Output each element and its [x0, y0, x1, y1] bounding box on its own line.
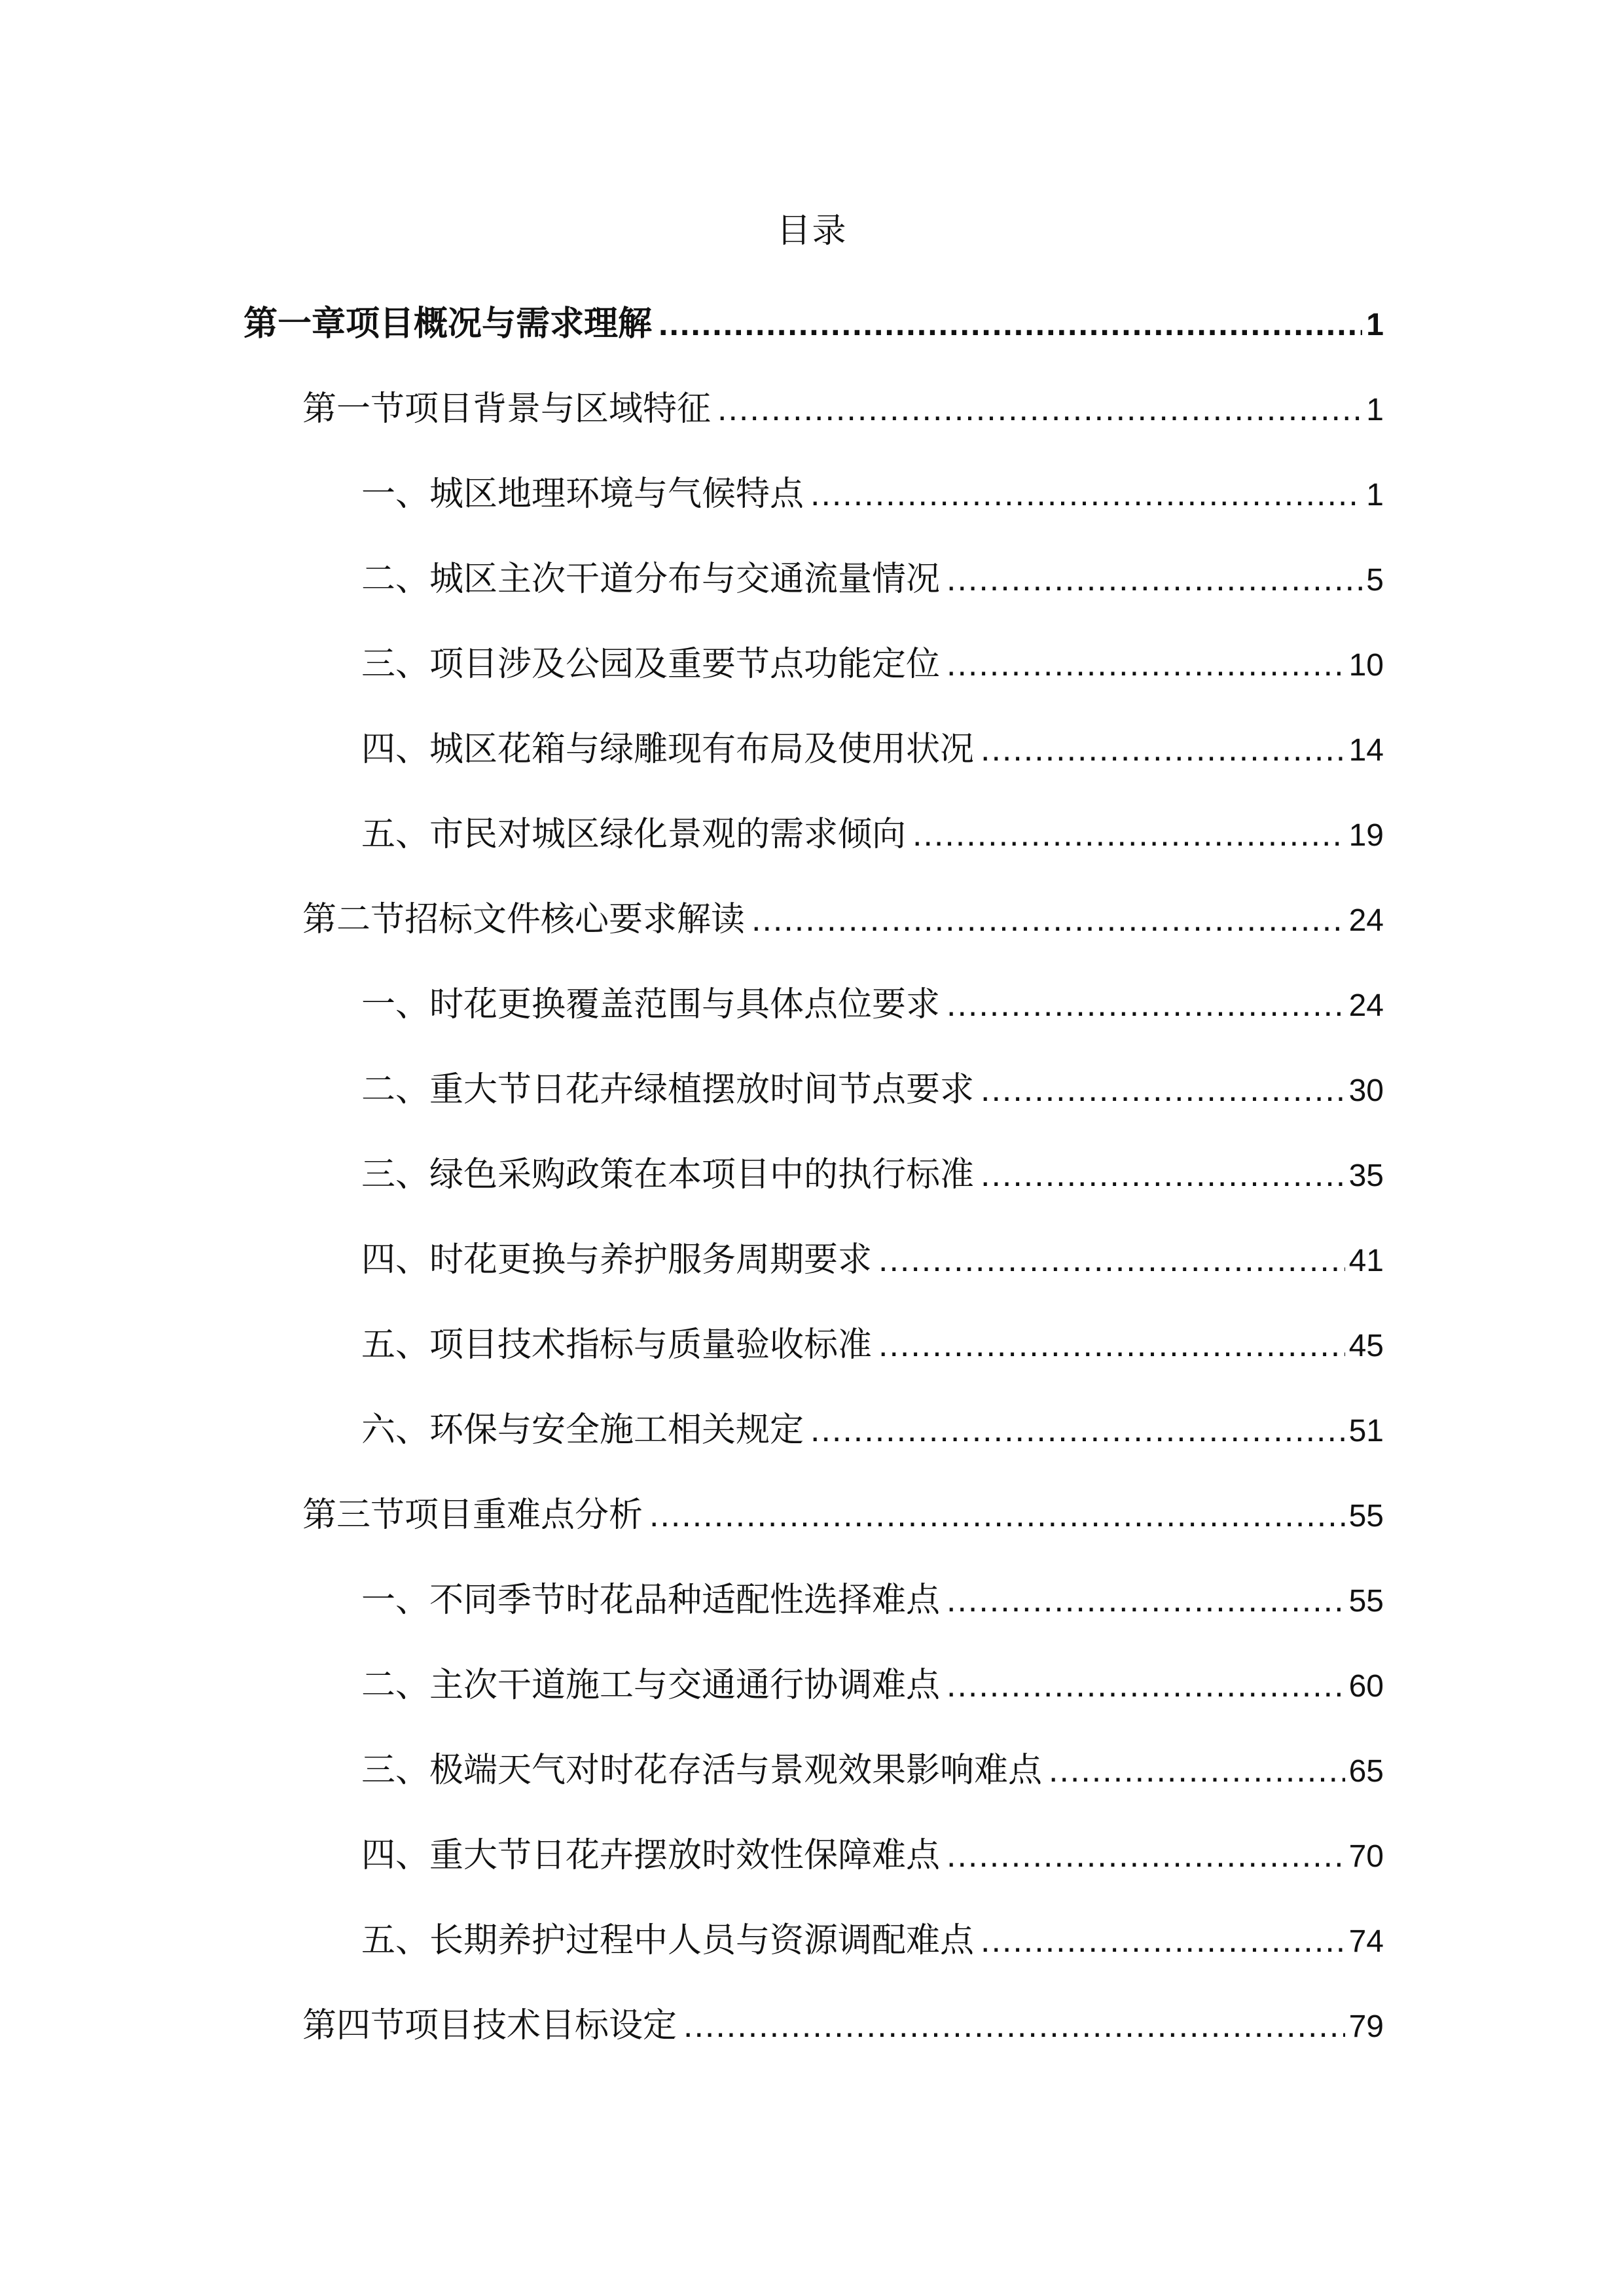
toc-entry-page: 51 [1348, 1414, 1384, 1448]
dot-leader [717, 383, 1362, 435]
toc-entry-item[interactable] [361, 1319, 1384, 1371]
dot-leader [981, 1149, 1345, 1201]
toc-entry-section-3[interactable] [302, 1489, 1384, 1541]
toc-entry-page: 24 [1348, 903, 1384, 938]
dot-leader [947, 978, 1345, 1031]
toc-entry-item[interactable] [361, 1914, 1384, 1967]
toc-entry-label: 三、极端天气对时花存活与景观效果影响难点 [361, 1751, 1043, 1790]
toc-entry-item[interactable] [361, 1064, 1384, 1116]
dot-leader [810, 1404, 1345, 1456]
toc-entry-label: 三、项目涉及公园及重要节点功能定位 [361, 645, 941, 684]
toc-entry-label: 四、重大节日花卉摆放时效性保障难点 [361, 1836, 941, 1875]
toc-entry-page: 1 [1366, 308, 1384, 342]
toc-title: 目录 [776, 211, 848, 251]
toc-entry-page: 45 [1348, 1329, 1384, 1363]
toc-entry-item[interactable] [361, 1829, 1384, 1882]
toc-entry-label: 六、环保与安全施工相关规定 [361, 1410, 804, 1450]
toc-entry-item[interactable] [361, 1744, 1384, 1797]
toc-entry-page: 24 [1348, 988, 1384, 1023]
dot-leader [751, 893, 1345, 946]
dot-leader [981, 1064, 1345, 1116]
dot-leader [947, 1574, 1345, 1626]
toc-entry-label: 第一章项目概况与需求理解 [244, 304, 653, 344]
toc-entry-page: 35 [1348, 1158, 1384, 1193]
toc-entry-section-1[interactable] [302, 383, 1384, 435]
toc-entry-item[interactable] [361, 1574, 1384, 1626]
toc-entry-page: 60 [1348, 1669, 1384, 1704]
toc-entry-label: 第一节项目背景与区域特征 [302, 389, 712, 429]
toc-entry-label: 一、时花更换覆盖范围与具体点位要求 [361, 985, 941, 1024]
toc-entry-label: 第三节项目重难点分析 [302, 1496, 643, 1535]
dot-leader [810, 468, 1362, 520]
toc-entry-page: 1 [1366, 393, 1384, 427]
dot-leader [947, 1829, 1345, 1882]
toc-entry-label: 五、项目技术指标与质量验收标准 [361, 1325, 873, 1365]
toc-entry-item[interactable] [361, 1149, 1384, 1201]
toc-entry-item[interactable] [361, 978, 1384, 1031]
toc-entry-page: 10 [1348, 648, 1384, 683]
dot-leader [878, 1319, 1345, 1371]
toc-entry-label: 五、长期养护过程中人员与资源调配难点 [361, 1921, 975, 1960]
toc-entry-page: 55 [1348, 1584, 1384, 1619]
toc-entry-label: 五、市民对城区绿化景观的需求倾向 [361, 815, 907, 854]
dot-leader [981, 723, 1345, 776]
toc-entry-label: 三、绿色采购政策在本项目中的执行标准 [361, 1155, 975, 1194]
toc-entry-page: 14 [1348, 733, 1384, 768]
dot-leader [878, 1234, 1345, 1286]
toc-entry-item[interactable] [361, 1404, 1384, 1456]
toc-entry-item[interactable] [361, 1659, 1384, 1712]
toc-entry-page: 1 [1366, 478, 1384, 512]
toc-entry-page: 74 [1348, 1924, 1384, 1959]
toc-entry-item[interactable] [361, 723, 1384, 776]
toc-entry-label: 第二节招标文件核心要求解读 [302, 900, 746, 939]
toc-entry-page: 70 [1348, 1839, 1384, 1874]
toc-entry-chapter-1[interactable] [244, 298, 1384, 350]
toc-entry-label: 一、城区地理环境与气候特点 [361, 475, 804, 514]
toc-entry-item[interactable] [361, 468, 1384, 520]
toc-entry-label: 二、重大节日花卉绿植摆放时间节点要求 [361, 1070, 975, 1109]
dot-leader [947, 553, 1362, 605]
dot-leader [659, 298, 1362, 350]
toc-entry-page: 19 [1348, 818, 1384, 853]
dot-leader [683, 2000, 1345, 2052]
dot-leader [1049, 1744, 1345, 1797]
toc-entry-page: 5 [1366, 563, 1384, 598]
toc-entry-item[interactable] [361, 1234, 1384, 1286]
toc-entry-item[interactable] [361, 638, 1384, 691]
toc-entry-label: 一、不同季节时花品种适配性选择难点 [361, 1581, 941, 1620]
toc-entry-page: 65 [1348, 1754, 1384, 1789]
toc-entry-page: 79 [1348, 2009, 1384, 2044]
toc-entry-label: 第四节项目技术目标设定 [302, 2006, 677, 2045]
toc-entry-label: 二、主次干道施工与交通通行协调难点 [361, 1666, 941, 1705]
dot-leader [649, 1489, 1345, 1541]
toc-entry-page: 30 [1348, 1073, 1384, 1108]
toc-entry-page: 41 [1348, 1244, 1384, 1278]
dot-leader [981, 1914, 1345, 1967]
toc-entry-item[interactable] [361, 553, 1384, 605]
toc-entry-item[interactable] [361, 808, 1384, 861]
toc-entry-label: 四、时花更换与养护服务周期要求 [361, 1240, 873, 1280]
dot-leader [912, 808, 1345, 861]
toc-entry-label: 四、城区花箱与绿雕现有布局及使用状况 [361, 730, 975, 769]
toc-entry-page: 55 [1348, 1499, 1384, 1534]
toc-entry-section-4[interactable] [302, 2000, 1384, 2052]
dot-leader [947, 638, 1345, 691]
toc-entry-section-2[interactable] [302, 893, 1384, 946]
dot-leader [947, 1659, 1345, 1712]
toc-entry-label: 二、城区主次干道分布与交通流量情况 [361, 560, 941, 599]
